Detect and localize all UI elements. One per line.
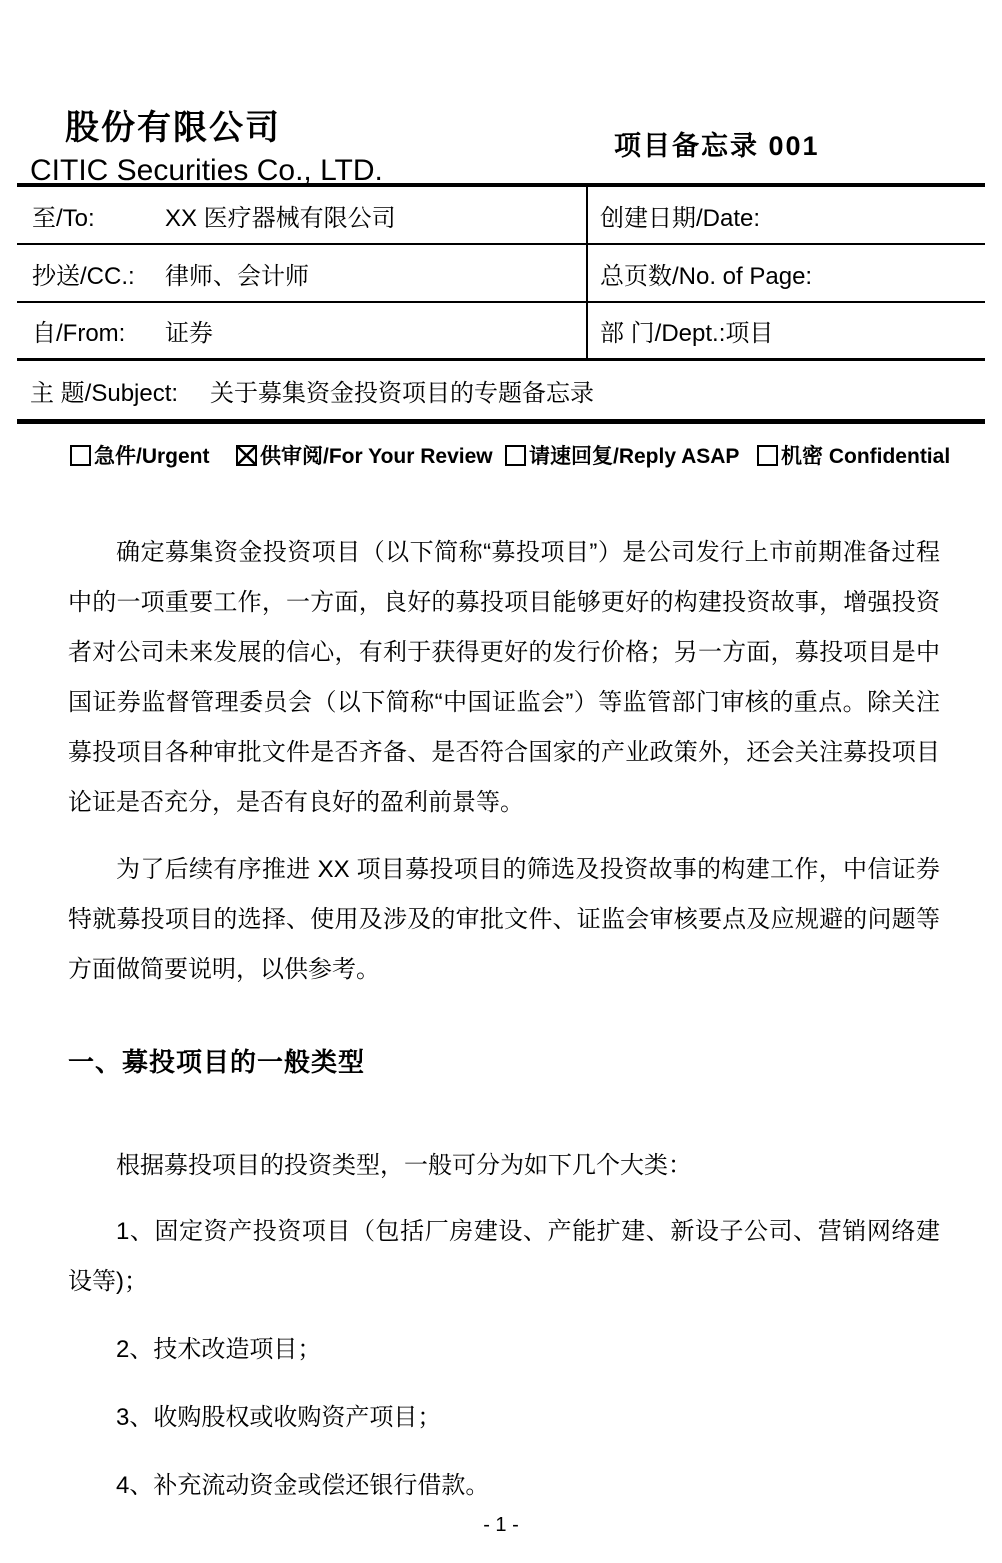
list-item-1: 1、固定资产投资项目（包括厂房建设、产能扩建、新设子公司、营销网络建设等)； xyxy=(68,1218,940,1295)
checkbox-item-confidential xyxy=(757,440,950,470)
dept-cell xyxy=(588,303,985,358)
body-text xyxy=(68,528,940,1529)
confidential-checkbox-icon[interactable] xyxy=(757,445,778,466)
dept-value: 项目 xyxy=(725,320,774,347)
page-number: - 1 - xyxy=(483,1514,519,1536)
from-label: 自/From: xyxy=(32,320,126,347)
memo-title: 项目备忘录 001 xyxy=(614,131,820,161)
for-review-checkbox-label: 供审阅/For Your Review xyxy=(260,445,493,468)
company-name-cn: 股份有限公司 xyxy=(65,109,281,147)
to-label: 至/To: xyxy=(32,204,95,232)
checkbox-item-for-review xyxy=(236,440,493,470)
table-row-subject xyxy=(17,361,985,419)
paragraph-categories-intro: 根据募投项目的投资类型，一般可分为如下几个大类： xyxy=(116,1152,692,1179)
to-cell xyxy=(17,187,588,243)
reply-asap-checkbox-icon[interactable] xyxy=(505,445,526,466)
info-table xyxy=(17,183,985,424)
cc-cell xyxy=(17,245,588,301)
checkbox-row xyxy=(0,440,1002,474)
urgent-checkbox-label: 急件/Urgent xyxy=(94,445,210,468)
table-row-cc xyxy=(17,245,985,303)
paragraph-intro: 确定募集资金投资项目（以下简称“募投项目”）是公司发行上市前期准备过程中的一项重要工作，一方面，良好的募投项目能够更好的构建投资故事，增强投资者对公司未来发展的信心，有利于获得更好的发行价格；另一方面，募投项目是中国证券监督管理委员会（以下简称“中国证监会”）等监管部门审核的重点。除关注募投项目各种审批文件是否齐备、是否符合国家的产业政策外，还会关注募投项目论证是否充分，是否有良好的盈利前景等。 xyxy=(68,539,940,816)
list-item-4: 4、补充流动资金或偿还银行借款。 xyxy=(116,1472,490,1499)
reply-asap-checkbox-label: 请速回复/Reply ASAP xyxy=(529,445,740,468)
paragraph-purpose: 为了后续有序推进 XX 项目募投项目的筛选及投资故事的构建工作，中信证券特就募投项目的选择、使用及涉及的审批文件、证监会审核要点及应规避的问题等方面做简要说明，以供参考。 xyxy=(68,856,940,983)
subject-label: 主 题/Subject: xyxy=(30,379,179,407)
list-item-2: 2、技术改造项目； xyxy=(116,1336,322,1363)
for-review-checkbox-icon[interactable] xyxy=(236,445,257,466)
subject-value: 关于募集资金投资项目的专题备忘录 xyxy=(210,379,594,407)
dept-label: 部 门/Dept.: xyxy=(600,320,726,347)
list-item-3: 3、收购股权或收购资产项目； xyxy=(116,1404,442,1431)
subject-cell xyxy=(17,361,985,419)
pages-label: 总页数/No. of Page: xyxy=(600,262,813,290)
from-value: 证券 xyxy=(165,320,213,347)
urgent-checkbox-icon[interactable] xyxy=(70,445,91,466)
pages-cell xyxy=(588,245,985,301)
page-footer xyxy=(0,1514,1002,1537)
cc-value: 律师、会计师 xyxy=(165,262,309,290)
table-row-from xyxy=(17,303,985,361)
to-value: XX 医疗器械有限公司 xyxy=(165,204,396,232)
confidential-checkbox-label: 机密 Confidential xyxy=(781,445,951,468)
company-header xyxy=(30,100,383,188)
company-name-en: CITIC Securities Co., LTD. xyxy=(30,154,383,187)
from-cell xyxy=(17,303,588,358)
date-label: 创建日期/Date: xyxy=(600,204,761,232)
cc-label: 抄送/CC.: xyxy=(32,262,135,290)
date-cell xyxy=(588,187,985,243)
table-row-to xyxy=(17,187,985,245)
checkbox-item-reply-asap xyxy=(505,440,739,470)
checkbox-item-urgent xyxy=(70,440,210,470)
section-heading-1: 一、募投项目的一般类型 xyxy=(68,1047,366,1077)
